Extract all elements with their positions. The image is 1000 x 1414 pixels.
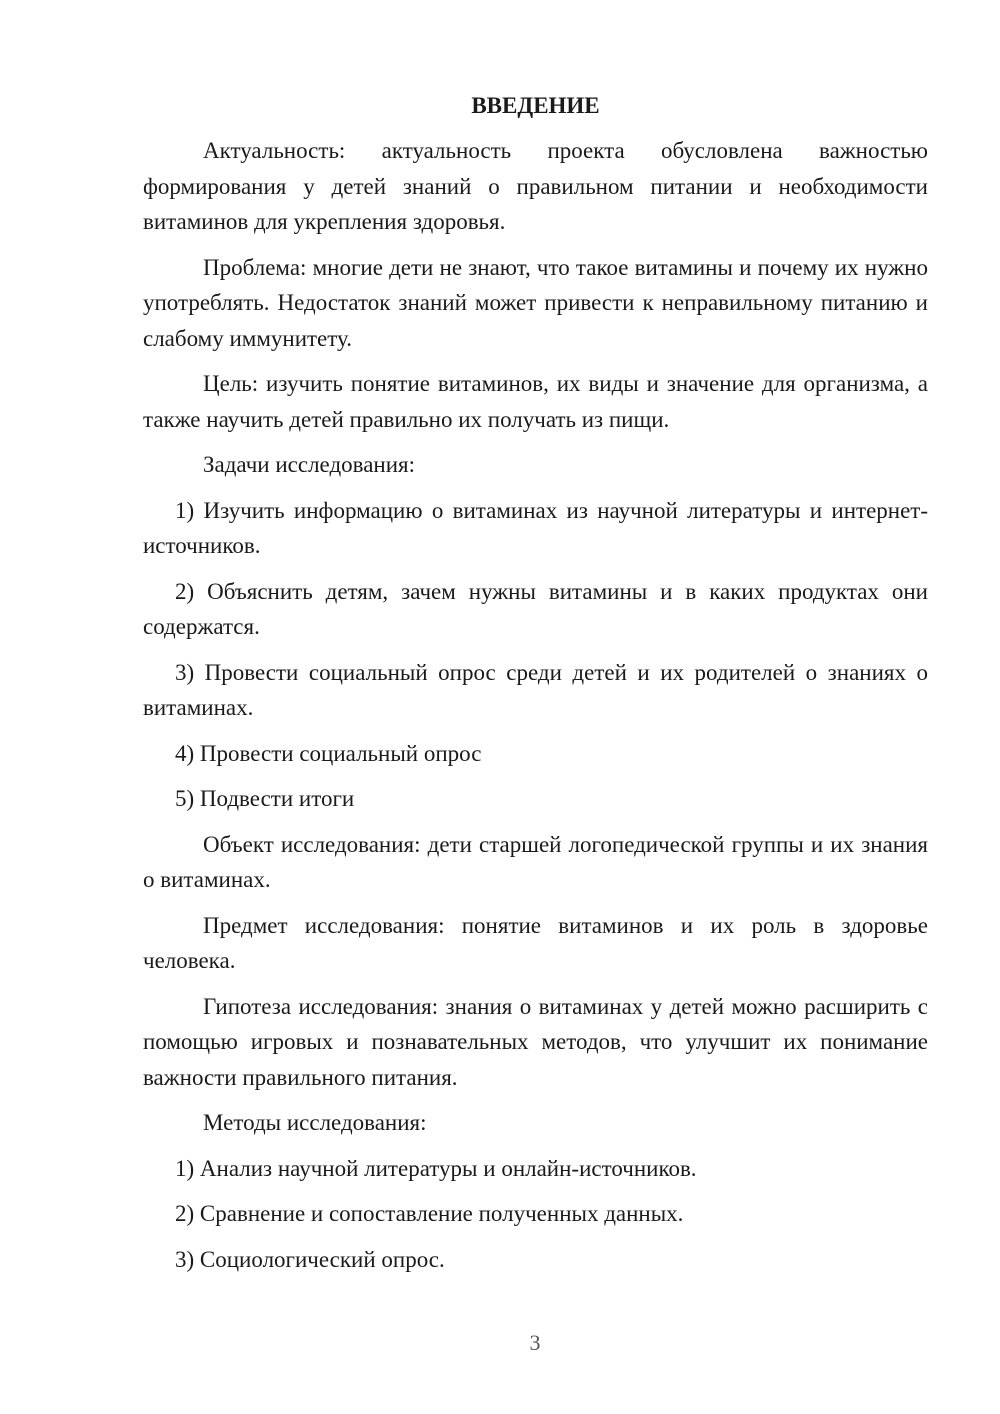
methods-heading: Методы исследования: — [203, 1110, 427, 1135]
subject-paragraph: Предмет исследования: понятие витаминов и их роль в здоровье человека. — [143, 912, 928, 973]
task-item-3: 3) Провести социальный опрос среди детей и их родителей о знаниях о витаминах. — [143, 659, 928, 720]
problem-paragraph: Проблема: многие дети не знают, что такое витамины и почему их нужно употреблять. Недостаток знаний может привести к неправильному питанию и слабому иммунитету. — [143, 254, 928, 351]
goal-paragraph: Цель: изучить понятие витаминов, их виды и значение для организма, а также научить детей правильно их получать из пищи. — [143, 371, 928, 432]
document-page — [143, 88, 928, 1287]
task-item-2: 2) Объяснить детям, зачем нужны витамины и в каких продуктах они содержатся. — [143, 578, 928, 639]
page-number: 3 — [529, 1330, 541, 1355]
method-item-2: 2) Сравнение и сопоставление полученных данных. — [175, 1201, 684, 1226]
task-item-4: 4) Провести социальный опрос — [175, 740, 482, 766]
task-item-5: 5) Подвести итоги — [175, 786, 355, 811]
object-paragraph: Объект исследования: дети старшей логопедической группы и их знания о витаминах. — [143, 831, 928, 892]
hypothesis-paragraph: Гипотеза исследования: знания о витаминах у детей можно расширить с помощью игровых и познавательных методов, что улучшит их понимание важности правильного питания. — [143, 993, 928, 1090]
method-item-1: 1) Анализ научной литературы и онлайн-источников. — [175, 1155, 697, 1181]
relevance-paragraph: Актуальность: актуальность проекта обусловлена важностью формирования у детей знаний о правильном питании и необходимости витаминов для укрепления здоровья. — [143, 138, 928, 234]
method-item-3: 3) Социологический опрос. — [175, 1246, 445, 1272]
tasks-heading: Задачи исследования: — [203, 452, 416, 477]
page-title: ВВЕДЕНИЕ — [471, 93, 600, 118]
task-item-1: 1) Изучить информацию о витаминах из научной литературы и интернет-источников. — [143, 497, 928, 558]
